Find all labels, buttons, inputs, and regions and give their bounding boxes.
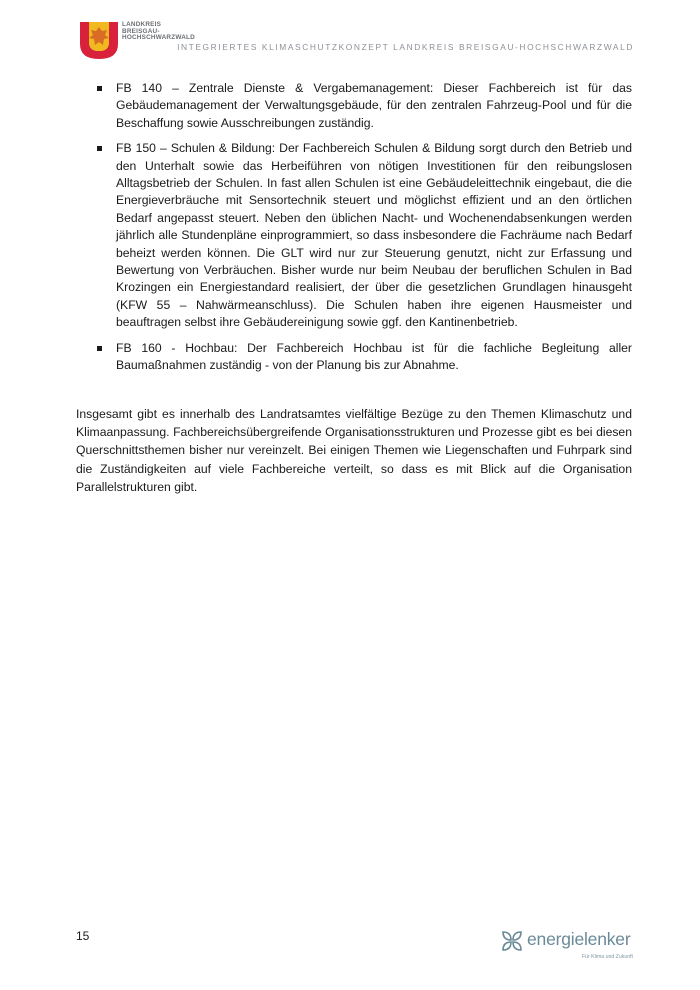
page-header xyxy=(0,0,700,70)
list-item: FB 140 – Zentrale Dienste & Vergabemanagement: Dieser Fachbereich ist für das Gebäudemanagement der Verwaltungsgebäude, für den zentralen Fahrzeug-Pool und für die Beschaffung sowie Ausschreibungen zuständig. xyxy=(76,80,632,132)
page-number: 15 xyxy=(76,929,90,943)
document-title: INTEGRIERTES KLIMASCHUTZKONZEPT LANDKREIS BREISGAU-HOCHSCHWARZWALD xyxy=(177,42,634,52)
logo-wordmark: LANDKREIS BREISGAU- HOCHSCHWARZWALD xyxy=(122,21,195,42)
list-item: FB 150 – Schulen & Bildung: Der Fachbereich Schulen & Bildung sorgt durch den Betrieb und den Unterhalt sowie das Herbeiführen von nötigen Investitionen für den reibungslosen Alltagsbetrieb der Schulen. In fast allen Schulen ist eine Gebäudeleittechnik eingebaut, die die Energieverbräuche mit Sensortechnik steuert und möglichst effizient und an den örtlichen Bedarf angepasst steuert. Neben den üblichen Nacht- und Wochenendabsenkungen werden jährlich alle Stundenpläne einprogrammiert, so dass insbesondere die Fachräume nach Bedarf beheizt werden können. Die GLT wird nur zur Steuerung genutzt, nicht zur Erfassung und Bewertung von Verbräuchen. Bisher wurde nur beim Neubau der beruflichen Schulen in Bad Krozingen ein Energiestandard realisiert, der über die gesetzlichen Grundlagen hinausgeht (KFW 55 – Nahwärmeanschluss). Die Schulen haben ihre eigenen Hausmeister und beauftragen selbst ihre Gebäudereinigung sowie ggf. den Kantinenbetrieb. xyxy=(76,140,632,331)
brand-name: energielenker xyxy=(527,929,631,949)
department-list xyxy=(76,80,632,375)
square-bullet-icon xyxy=(97,146,102,151)
summary-paragraph: Insgesamt gibt es innerhalb des Landratsamtes vielfältige Bezüge zu den Themen Klimaschutz und Klimaanpassung. Fachbereichsübergreifende Organisationsstrukturen und Prozesse gibt es bei diesen Querschnittsthemen bisher nur vereinzelt. Bei einigen Themen wie Liegenschaften und Fuhrpark sind die Zuständigkeiten auf viele Fachbereiche verteilt, so dass es mit Blick auf die Organisation Parallelstrukturen gibt. xyxy=(76,406,632,495)
energielenker-logo xyxy=(501,930,641,966)
page-content xyxy=(76,80,632,509)
brand-tagline: Für Klima und Zukunft xyxy=(581,954,633,960)
landkreis-coat-of-arms-logo xyxy=(78,18,120,60)
square-bullet-icon xyxy=(97,346,102,351)
square-bullet-icon xyxy=(97,86,102,91)
list-item: FB 160 - Hochbau: Der Fachbereich Hochbau ist für die fachliche Begleitung aller Baumaßnahmen zuständig - von der Planung bis zur Abnahme. xyxy=(76,340,632,375)
leaf-cluster-icon xyxy=(501,930,523,952)
